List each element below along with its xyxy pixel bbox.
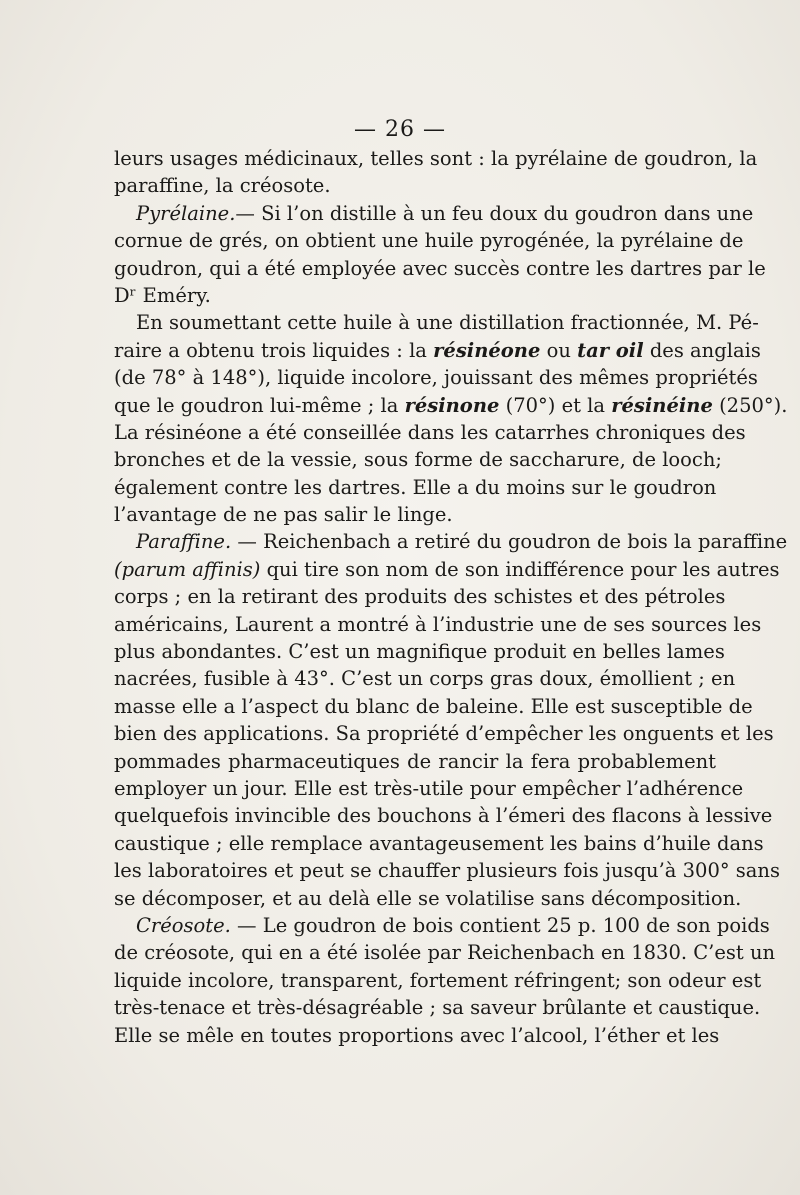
text-line xyxy=(114,474,716,501)
text-line xyxy=(114,1022,720,1049)
text-line xyxy=(114,227,744,254)
text-line xyxy=(114,638,725,665)
emphasized-text: (parum affinis) xyxy=(114,557,261,581)
text-segment: que le goudron lui-même ; la xyxy=(114,393,405,417)
text-line xyxy=(114,446,722,473)
text-segment: — Si l’on distille à un feu doux du goudron dans une xyxy=(235,201,754,225)
text-segment: bien des applications. Sa propriété d’empêcher les onguents et les xyxy=(114,722,774,746)
text-line xyxy=(114,501,716,528)
emphasized-text: résinone xyxy=(404,393,500,417)
text-segment: — Le goudron de bois contient 25 p. 100 de son poids xyxy=(230,913,770,937)
text-segment: — Reichenbach a retiré du goudron de bois la paraffine xyxy=(231,530,788,554)
text-segment: ou xyxy=(540,338,578,362)
text-segment: caustique ; elle remplace avantageusement les bains d’huile dans xyxy=(114,831,764,855)
text-line xyxy=(114,830,764,857)
text-segment: En soumettant cette huile à une distillation fractionnée, M. Pé- xyxy=(136,311,759,335)
text-segment: (70°) et la xyxy=(499,393,612,417)
emphasized-text: Créosote. xyxy=(136,913,231,937)
text-segment: se décomposer, et au delà elle se volatilise sans décomposition. xyxy=(114,886,742,910)
text-line xyxy=(114,282,716,309)
text-line xyxy=(114,364,758,391)
text-segment: bronches et de la vessie, sous forme de saccharure, de looch; xyxy=(114,448,722,472)
text-segment: cornue de grés, on obtient une huile pyrogénée, la pyrélaine de xyxy=(114,229,744,253)
text-line xyxy=(114,693,753,720)
text-line xyxy=(114,611,762,638)
text-line xyxy=(114,857,780,884)
page-number: — 26 — xyxy=(354,117,446,142)
text-line xyxy=(114,748,716,775)
text-segment: quelquefois invincible des bouchons à l’émeri des flacons à lessive xyxy=(114,804,773,828)
text-segment: goudron, qui a été employée avec succès contre les dartres par le xyxy=(114,256,766,280)
text-segment: très-tenace et très-désagréable ; sa saveur brûlante et caustique. xyxy=(114,996,761,1020)
emphasized-text: résinéine xyxy=(611,393,713,417)
text-line xyxy=(114,775,744,802)
text-segment: également contre les dartres. Elle a du moins sur le goudron xyxy=(114,475,717,499)
text-segment: paraffine, la créosote. xyxy=(114,174,331,198)
text-line xyxy=(114,665,736,692)
text-line xyxy=(114,802,773,829)
emphasized-text: Paraffine. xyxy=(136,530,232,554)
text-segment: nacrées, fusible à 43°. C’est un corps gras doux, émollient ; en xyxy=(114,667,736,691)
text-line xyxy=(114,556,780,583)
text-segment: de créosote, qui en a été isolée par Reichenbach en 1830. C’est un xyxy=(114,941,776,965)
text-line xyxy=(114,392,788,419)
text-segment: Elle se mêle en toutes proportions avec l’alcool, l’éther et les xyxy=(114,1023,720,1047)
text-segment: plus abondantes. C’est un magnifique produit en belles lames xyxy=(114,640,725,664)
text-segment: pommades pharmaceutiques de rancir la fera probablement xyxy=(114,749,716,773)
text-segment: leurs usages médicinaux, telles sont : la pyrélaine de goudron, la xyxy=(114,147,758,170)
text-line xyxy=(114,419,746,446)
emphasized-text: Pyrélaine. xyxy=(136,201,236,225)
text-line xyxy=(114,172,716,199)
text-segment: Dʳ Eméry. xyxy=(114,283,211,307)
text-segment: masse elle a l’aspect du blanc de baleine. Elle est susceptible de xyxy=(114,694,753,718)
text-segment: liquide incolore, transparent, fortement réfringent; son odeur est xyxy=(114,968,762,992)
text-segment: qui tire son nom de son indifférence pour les autres xyxy=(260,557,780,581)
text-segment: les laboratoires et peut se chauffer plusieurs fois jusqu’à 300° sans xyxy=(114,859,780,883)
text-line xyxy=(114,939,776,966)
text-line xyxy=(114,583,726,610)
text-line xyxy=(114,145,758,172)
text-segment: employer un jour. Elle est très-utile pour empêcher l’adhérence xyxy=(114,776,744,800)
text-segment: l’avantage de ne pas salir le linge. xyxy=(114,503,453,527)
text-segment: des anglais xyxy=(643,338,761,362)
text-line xyxy=(114,337,761,364)
text-segment: (de 78° à 148°), liquide incolore, jouissant des mêmes propriétés xyxy=(114,366,758,390)
text-segment: américains, Laurent a montré à l’industrie une de ses sources les xyxy=(114,612,762,636)
text-line xyxy=(114,967,762,994)
text-line xyxy=(114,720,774,747)
text-segment: La résinéone a été conseillée dans les catarrhes chroniques des xyxy=(114,420,746,444)
text-line xyxy=(114,200,754,227)
text-segment: corps ; en la retirant des produits des schistes et des pétroles xyxy=(114,585,726,609)
text-line xyxy=(114,912,770,939)
text-line xyxy=(114,309,759,336)
text-line xyxy=(114,528,788,555)
emphasized-text: tar oil xyxy=(577,338,644,362)
text-segment: raire a obtenu trois liquides : la xyxy=(114,338,434,362)
text-line xyxy=(114,255,766,282)
text-line xyxy=(114,994,761,1021)
text-line xyxy=(114,885,742,912)
body-text xyxy=(114,145,788,1049)
text-segment: (250°). xyxy=(712,393,788,417)
emphasized-text: résinéone xyxy=(433,338,541,362)
